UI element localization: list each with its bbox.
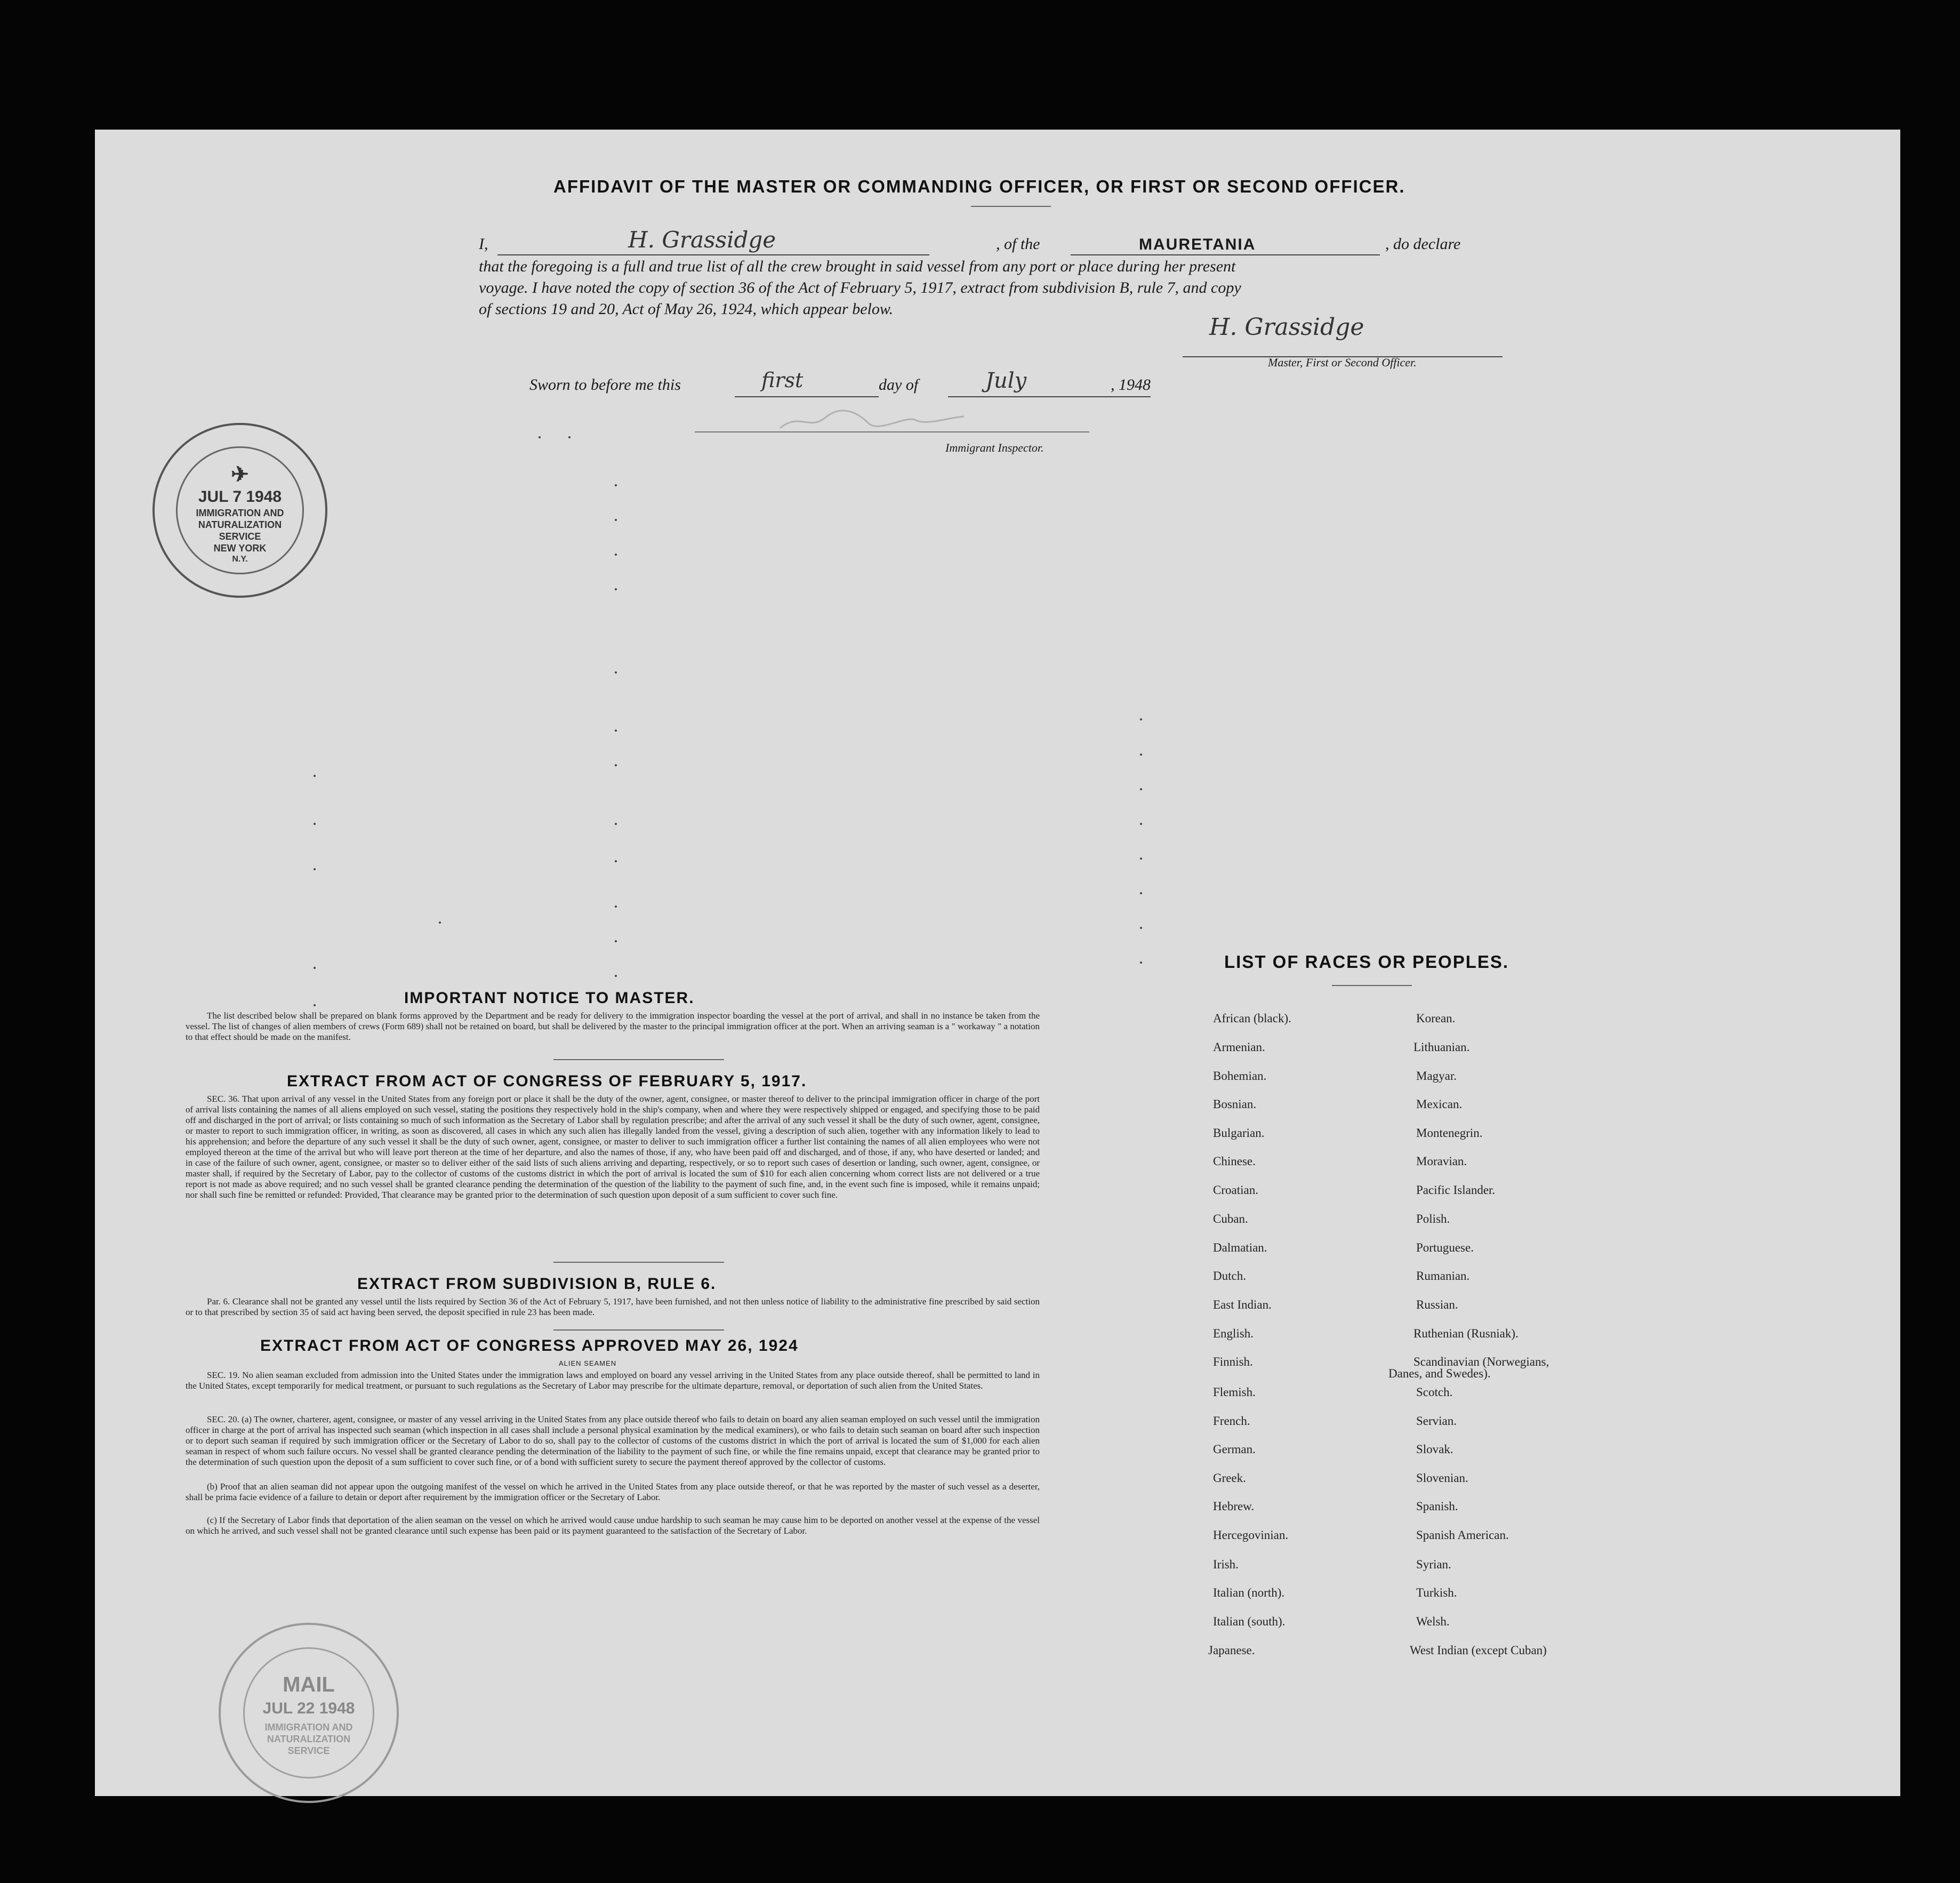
notice-title: IMPORTANT NOTICE TO MASTER. <box>404 989 695 1007</box>
race-item: Finnish. <box>1213 1355 1253 1368</box>
inspector-caption: Immigrant Inspector. <box>945 441 1044 454</box>
race-item: Portuguese. <box>1416 1241 1474 1254</box>
race-item: Cuban. <box>1213 1212 1248 1225</box>
race-item: French. <box>1213 1414 1250 1428</box>
signature-caption: Master, First or Second Officer. <box>1268 356 1417 369</box>
sworn-day-handwritten: first <box>761 368 804 392</box>
race-item: English. <box>1213 1327 1254 1340</box>
race-item: Korean. <box>1416 1012 1456 1025</box>
race-item: West Indian (except Cuban) <box>1410 1644 1547 1657</box>
notice-body: The list described below shall be prepared on blank forms approved by the Department and be ready for delivery to the immigration inspector boarding the vessel at the port of arrival, and shall in no instance be taken from the vessel. The list of changes of alien members of crews (Form 689) shall not be retained on board, but shall be delivered by the master to the principal immigration officer at the port. When an arriving seaman is a " workaway " a notation to that effect should be made on the manifest. <box>186 1011 1040 1042</box>
race-item: African (black). <box>1213 1012 1291 1025</box>
race-item: Chinese. <box>1213 1155 1256 1168</box>
affidavit-of-the: , of the <box>996 235 1040 253</box>
race-item: German. <box>1213 1443 1256 1456</box>
mail-date-stamp-bottom: MAIL JUL 22 1948 IMMIGRATION AND NATURALIZATION SERVICE <box>219 1623 399 1803</box>
race-item: Italian (south). <box>1213 1615 1286 1628</box>
race-item: Armenian. <box>1213 1040 1265 1054</box>
master-name-handwritten: H. Grassidge <box>628 227 776 253</box>
extract-rule6-body: Par. 6. Clearance shall not be granted any vessel until the lists required by Section 36 of the Act of February 5, 1917, have been furnished, and not then unless notice of liability to the administrative fine prescribed by said section or to that prescribed by section 35 of said act having been served, the deposit specified in rule 23 has been made. <box>186 1296 1040 1317</box>
extract-1917-body: SEC. 36. That upon arrival of any vessel in the United States from any foreign port or place it shall be the duty of the owner, agent, consignee, or master thereof to deliver to the principal immigration officer in charge of the port of arrival lists containing the names of all aliens employed on such vessel, stating the positions they respectively hold in the ship's company, when and where they were respectively shipped or engaged, and specifying those to be paid off and discharged in the port of arrival; or lists containing so much of such information as the Secretary of Labor shall by regulation prescribe; and after the arrival of any such vessel it shall be the duty of such owner, agent, consignee, or master to report to such immigration officer, in writing, as soon as discovered, all cases in which any such alien has illegally landed from the vessel, giving a description of such alien, together with any information likely to lead to his apprehension; and before the departure of any such vessel it shall be the duty of such owner, agent, consignee, or master to deliver to such immigration officer a further list containing the names of all alien employees who were not employed thereon at the time of the arrival but who will leave port thereon at the time of her departure, and also the names of those, if any, who have been paid off and discharged, and of those, if any, who have deserted or landed; and in case of the failure of such owner, agent, consignee, or master so to deliver either of the said lists of such aliens arriving and departing, respectively, or so to report such cases of desertion or landing, such owner, agent, consignee, or master shall, if required by the Secretary of Labor, pay to the collector of customs of the customs district in which the port of arrival is located the sum of $10 for each alien concerning whom correct lists are not delivered or a true report is not made as above required; and no such vessel shall be granted clearance pending the determination of the question of the liability to the payment of such fine, and, in the event such fine is imposed, while it remains unpaid; nor shall such fine be remitted or refunded: Provided, That clearance may be granted prior to the determination of such question upon deposit of a sum sufficient to cover such fine. <box>186 1094 1040 1200</box>
document-page <box>95 130 1900 1796</box>
affidavit-line2: that the foregoing is a full and true list of all the crew brought in said vessel from any port or place during her present <box>479 258 1236 275</box>
extract-1924-title: EXTRACT FROM ACT OF CONGRESS APPROVED MAY 26, 1924 <box>260 1337 799 1355</box>
race-item: Flemish. <box>1213 1385 1256 1399</box>
race-item: Russian. <box>1416 1298 1458 1311</box>
stamp-mail-word: MAIL <box>283 1673 335 1696</box>
stamp-date: JUL 7 1948 <box>198 488 282 506</box>
stamp-mail-date: JUL 22 1948 <box>262 1700 355 1717</box>
race-item-continuation: Danes, and Swedes). <box>1388 1367 1491 1380</box>
race-item: Montenegrin. <box>1416 1126 1483 1140</box>
race-item: Welsh. <box>1416 1615 1450 1628</box>
race-item: Greek. <box>1213 1471 1246 1485</box>
master-signature: H. Grassidge <box>1209 314 1364 341</box>
race-item: Bulgarian. <box>1213 1126 1265 1140</box>
race-item: Croatian. <box>1213 1183 1258 1197</box>
race-item: Polish. <box>1416 1212 1450 1225</box>
race-item: Dutch. <box>1213 1269 1246 1283</box>
plane-icon: ✈ <box>231 463 249 486</box>
race-item: Bosnian. <box>1213 1097 1257 1111</box>
race-item: Hercegovinian. <box>1213 1528 1289 1542</box>
sworn-year: , 1948 <box>1111 376 1151 394</box>
affidavit-line4: of sections 19 and 20, Act of May 26, 1924, which appear below. <box>479 300 894 318</box>
race-item: Italian (north). <box>1213 1586 1285 1599</box>
race-item: Scotch. <box>1416 1385 1453 1399</box>
race-item: Turkish. <box>1416 1586 1457 1599</box>
race-item: Pacific Islander. <box>1416 1183 1496 1197</box>
extract-1924-subtitle: ALIEN SEAMEN <box>559 1359 617 1367</box>
race-item: Spanish. <box>1416 1500 1458 1513</box>
race-item: Ruthenian (Rusniak). <box>1413 1327 1519 1340</box>
race-item: Slovak. <box>1416 1443 1453 1456</box>
sworn-prefix: Sworn to before me this <box>529 376 681 394</box>
immigration-date-stamp-top: JUL 7 1948 IMMIGRATION AND NATURALIZATION SERVICE NEW YORK N.Y. ✈ <box>152 423 327 598</box>
races-title: LIST OF RACES OR PEOPLES. <box>1224 952 1509 972</box>
race-item: Mexican. <box>1416 1097 1463 1111</box>
race-item: Spanish American. <box>1416 1528 1509 1542</box>
affidavit-line3: voyage. I have noted the copy of section 36 of the Act of February 5, 1917, extract from subdivision B, rule 7, and copy <box>479 279 1241 297</box>
extract-1924-sec20c: (c) If the Secretary of Labor finds that deportation of the alien seaman on the vessel on which he arrived would cause undue hardship to such seaman he may cause him to be deported on another vessel at the expense of the vessel on which he arrived, and such vessel shall not be granted clearance until such expense has been paid or its payment guaranteed to the satisfaction of the Secretary of Labor. <box>186 1515 1040 1536</box>
race-item: Slovenian. <box>1416 1471 1468 1485</box>
race-item: Lithuanian. <box>1413 1040 1470 1054</box>
race-item: Bohemian. <box>1213 1069 1267 1083</box>
extract-1924-sec20b: (b) Proof that an alien seaman did not appear upon the outgoing manifest of the vessel on which he arrived in the United States from any place outside thereof, or that he was reported by the master of such vessel as a deserter, shall be prima facie evidence of a failure to detain or deport after requirement by the immigration officer or the Secretary of Labor. <box>186 1481 1040 1502</box>
affidavit-title: AFFIDAVIT OF THE MASTER OR COMMANDING OFFICER, OR FIRST OR SECOND OFFICER. <box>553 177 1405 196</box>
race-item: Moravian. <box>1416 1155 1467 1168</box>
race-item: Dalmatian. <box>1213 1241 1267 1254</box>
affidavit-do-declare: , do declare <box>1385 235 1461 253</box>
race-item: Syrian. <box>1416 1558 1451 1571</box>
sworn-day-of: day of <box>879 376 919 394</box>
inspector-signature-faint <box>777 407 969 434</box>
vessel-name: MAURETANIA <box>1139 236 1256 253</box>
race-item: Servian. <box>1416 1414 1457 1428</box>
extract-1924-sec19: SEC. 19. No alien seaman excluded from admission into the United States under the immigration laws and employed on board any vessel arriving in the United States from any place outside thereof, shall be permitted to land in the United States, except temporarily for medical treatment, or pursuant to such regulations as the Secretary of Labor may prescribe for the ultimate departure, removal, or deportation of such alien from the United States. <box>186 1370 1040 1391</box>
race-item: Japanese. <box>1208 1644 1255 1657</box>
race-item: Irish. <box>1213 1558 1239 1571</box>
affidavit-line1-prefix: I, <box>479 235 488 253</box>
extract-1917-title: EXTRACT FROM ACT OF CONGRESS OF FEBRUARY 5, 1917. <box>287 1072 807 1090</box>
race-item: East Indian. <box>1213 1298 1272 1311</box>
sworn-month-handwritten: July <box>985 368 1027 393</box>
race-item: Magyar. <box>1416 1069 1457 1083</box>
race-item: Hebrew. <box>1213 1500 1255 1513</box>
race-item: Scandinavian (Norwegians, <box>1413 1355 1549 1368</box>
extract-rule6-title: EXTRACT FROM SUBDIVISION B, RULE 6. <box>357 1275 717 1293</box>
extract-1924-sec20a: SEC. 20. (a) The owner, charterer, agent, consignee, or master of any vessel arriving in the United States from any place outside thereof who fails to detain on board any alien seaman employed on such vessel until the immigration officer in charge at the port of arrival has inspected such seaman (which inspection in all cases shall include a personal physical examination by the medical examiners), or who fails to detain such seaman on board after such inspection or to deport such seaman if required by such immigration officer or the Secretary of Labor to do so, shall pay to the collector of customs of the customs district in which the port of arrival is located the sum of $1,000 for each alien seaman in respect of whom such failure occurs. No vessel shall be granted clearance pending the determination of the liability to the payment of such fine, or while the fine remains unpaid, except that clearance may be granted prior to the determination of such question upon the deposit of a sum sufficient to cover such fine, or of a bond with sufficient surety to secure the payment thereof approved by the collector of customs. <box>186 1414 1040 1467</box>
race-item: Rumanian. <box>1416 1269 1470 1283</box>
